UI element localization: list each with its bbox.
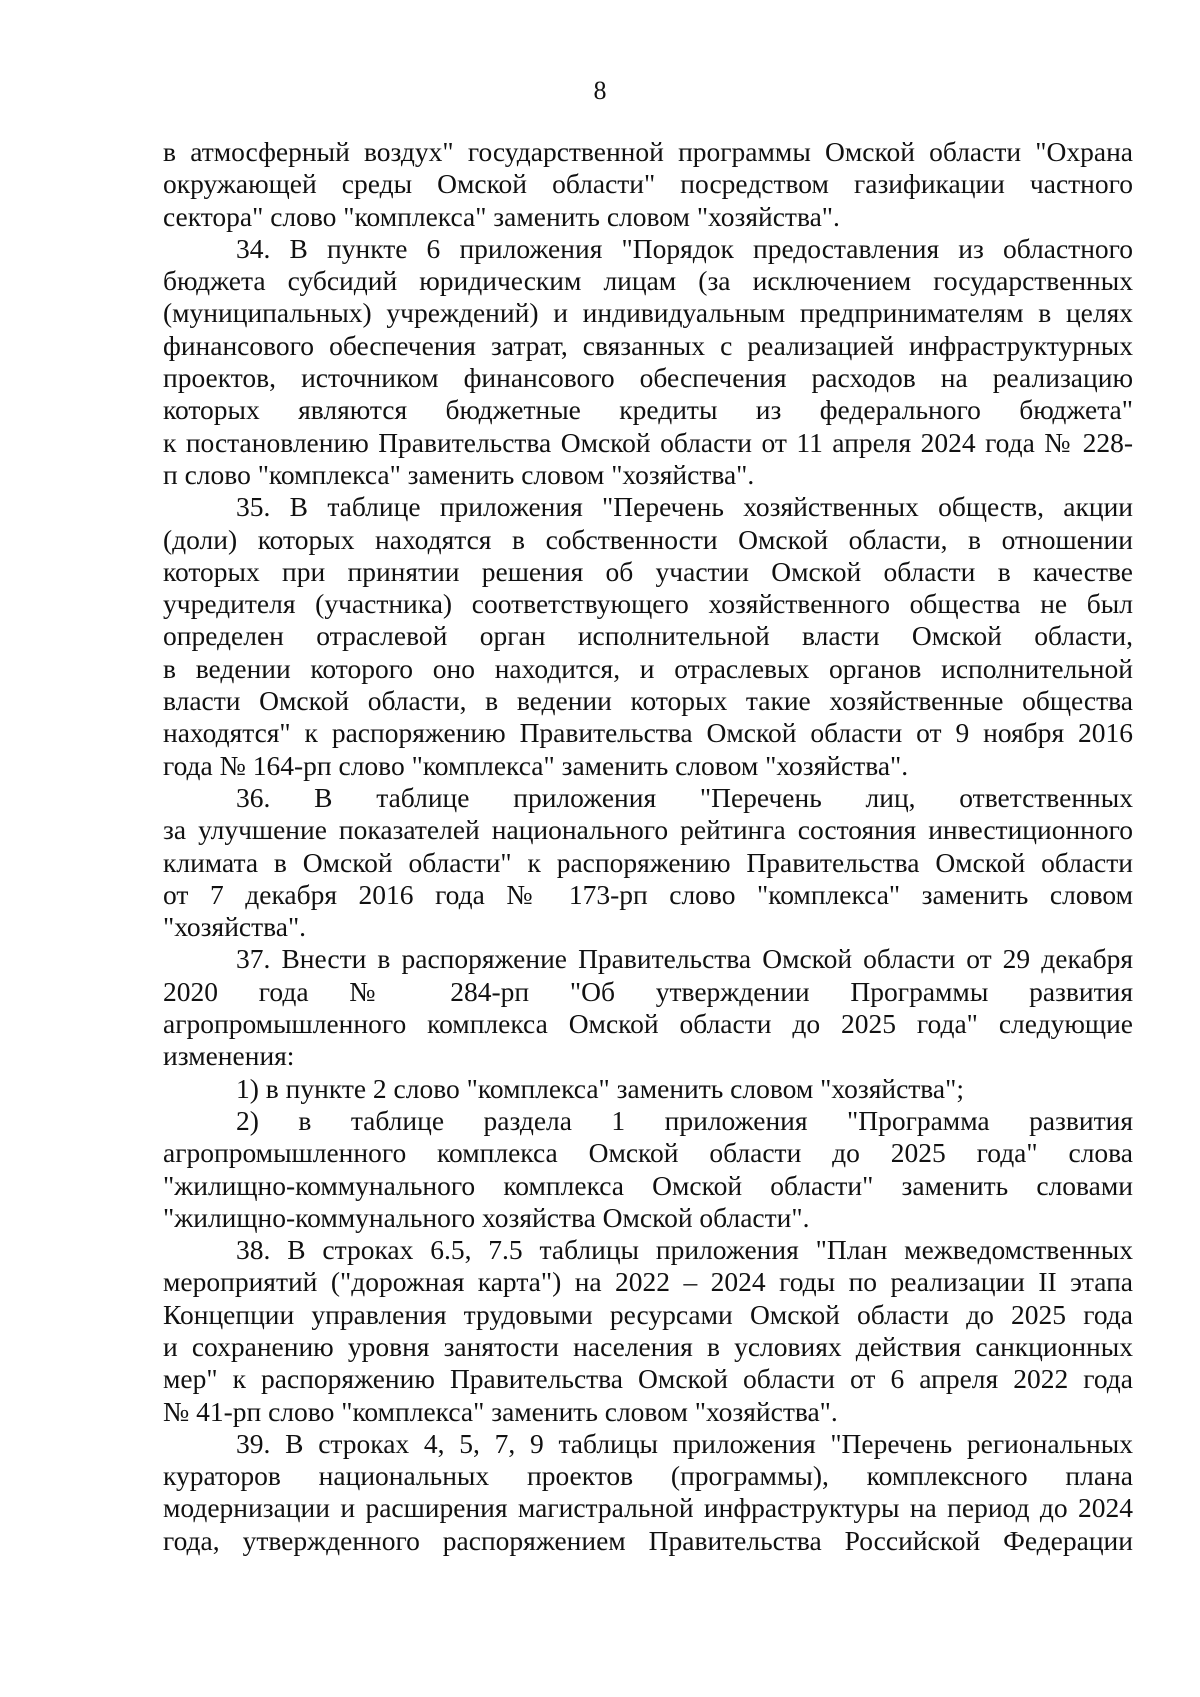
text-line: 34. В пункте 6 приложения "Порядок предоставления из областного [236, 232, 1133, 264]
text-line: (доли) которых находятся в собственности Омской области, в отношении [163, 523, 1133, 555]
text-line: проектов, источником финансового обеспечения расходов на реализацию [163, 362, 1133, 394]
text-line: 37. Внести в распоряжение Правительства Омской области от 29 декабря [236, 943, 1133, 975]
text-line: "хозяйства". [163, 911, 307, 943]
text-line: 38. В строках 6.5, 7.5 таблицы приложения "План межведомственных [236, 1234, 1133, 1266]
document-body [163, 136, 1133, 1557]
text-line: и сохранению уровня занятости населения в условиях действия санкционных [163, 1330, 1133, 1362]
paragraph [163, 1428, 1133, 1557]
text-line: года № 164-рп слово "комплекса" заменить словом "хозяйства". [163, 749, 909, 781]
text-line: 2) в таблице раздела 1 приложения "Программа развития [236, 1104, 1133, 1136]
text-line: бюджета субсидий юридическим лицам (за исключением государственных [163, 265, 1133, 297]
text-line: изменения: [163, 1040, 295, 1072]
text-line: 2020 года № 284-рп "Об утверждении Программы развития [163, 975, 1133, 1007]
text-line: агропромышленного комплекса Омской области до 2025 года" слова [163, 1137, 1133, 1169]
text-line: модернизации и расширения магистральной инфраструктуры на период до 2024 [163, 1492, 1133, 1524]
text-line: в атмосферный воздух" государственной программы Омской области "Охрана [163, 136, 1133, 167]
text-line: находятся" к распоряжению Правительства Омской области от 9 ноября 2016 [163, 717, 1133, 749]
text-line: № 41-рп слово "комплекса" заменить словом "хозяйства". [163, 1395, 838, 1427]
text-line: которых при принятии решения об участии Омской области в качестве [163, 555, 1133, 587]
text-line: 35. В таблице приложения "Перечень хозяйственных обществ, акции [236, 491, 1133, 523]
text-line: "жилищно-коммунального комплекса Омской области" заменить словами [163, 1169, 1133, 1201]
text-line: (муниципальных) учреждений) и индивидуальным предпринимателям в целях [163, 297, 1133, 329]
text-line: климата в Омской области" к распоряжению Правительства Омской области [163, 846, 1133, 878]
text-line: определен отраслевой орган исполнительной власти Омской области, [163, 620, 1133, 652]
text-line: которых являются бюджетные кредиты из федерального бюджета" [163, 394, 1133, 426]
text-line: агропромышленного комплекса Омской области до 2025 года" следующие [163, 1008, 1133, 1040]
text-line: власти Омской области, в ведении которых такие хозяйственные общества [163, 685, 1133, 717]
text-line: 36. В таблице приложения "Перечень лиц, ответственных [236, 781, 1133, 813]
text-line: от 7 декабря 2016 года № 173-рп слово "комплекса" заменить словом [163, 878, 1133, 910]
text-line: Концепции управления трудовыми ресурсами Омской области до 2025 года [163, 1298, 1133, 1330]
text-line: в ведении которого оно находится, и отраслевых органов исполнительной [163, 652, 1133, 684]
text-line: п слово "комплекса" заменить словом "хозяйства". [163, 458, 755, 490]
text-line: мер" к распоряжению Правительства Омской области от 6 апреля 2022 года [163, 1363, 1133, 1395]
text-line: сектора" слово "комплекса" заменить словом "хозяйства". [163, 200, 840, 232]
paragraph [163, 136, 1133, 233]
text-line: года, утвержденного распоряжением Правительства Российской Федерации [163, 1524, 1133, 1556]
page-number: 8 [593, 76, 607, 105]
paragraph [163, 1105, 1133, 1234]
text-line: 39. В строках 4, 5, 7, 9 таблицы приложения "Перечень региональных [236, 1427, 1133, 1459]
paragraph [163, 233, 1133, 491]
paragraph [163, 1073, 1133, 1105]
text-line: кураторов национальных проектов (программы), комплексного плана [163, 1460, 1133, 1492]
text-line: к постановлению Правительства Омской области от 11 апреля 2024 года № 228- [163, 426, 1133, 458]
text-line: финансового обеспечения затрат, связанных с реализацией инфраструктурных [163, 329, 1133, 361]
text-line: учредителя (участника) соответствующего хозяйственного общества не был [163, 588, 1133, 620]
text-line: мероприятий ("дорожная карта") на 2022 – 2024 годы по реализации II этапа [163, 1266, 1133, 1298]
text-line: "жилищно-коммунального хозяйства Омской области". [163, 1201, 810, 1233]
text-line: 1) в пункте 2 слово "комплекса" заменить словом "хозяйства"; [236, 1072, 964, 1104]
paragraph [163, 491, 1133, 782]
text-line: за улучшение показателей национального рейтинга состояния инвестиционного [163, 814, 1133, 846]
paragraph [163, 1234, 1133, 1428]
paragraph [163, 782, 1133, 943]
paragraph [163, 943, 1133, 1072]
text-line: окружающей среды Омской области" посредством газификации частного [163, 168, 1133, 200]
